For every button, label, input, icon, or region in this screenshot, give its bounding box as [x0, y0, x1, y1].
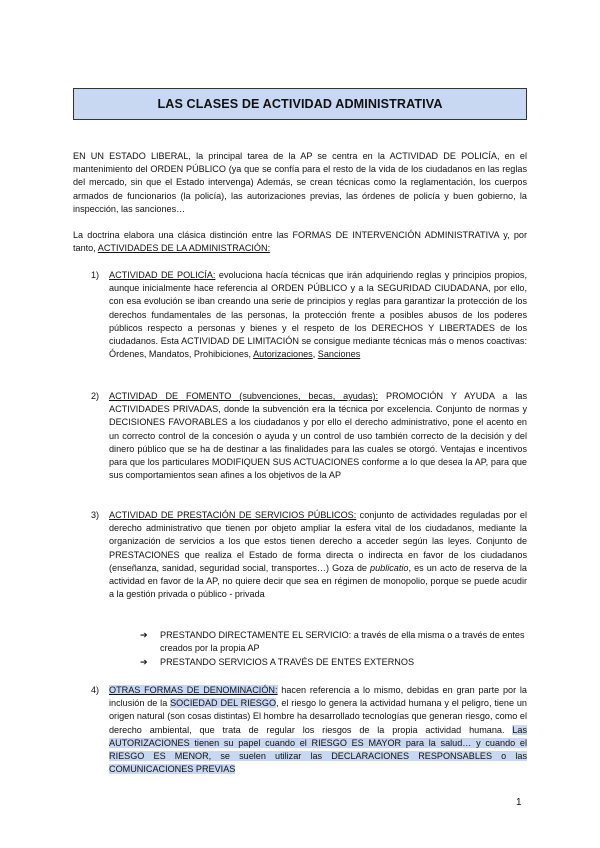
item-heading: ACTIVIDAD DE POLICÍA: — [109, 270, 216, 280]
list-item-policia — [91, 269, 527, 361]
arrow-item-directo — [140, 629, 527, 655]
item-text-continued: , es un acto de reserva de la actividad en favor de la AP, no quiere decir que sea en régimen de monopolio, porque se puede acudir a la gestión privada o público - privada — [109, 562, 527, 600]
item-text: PROMOCIÓN Y AYUDA a las ACTIVIDADES PRIVADAS, donde la subvención era la técnica por excelencia. Conjunto de normas y DECISIONES FAVORABLES a los ciudadanos y por ello el derecho administrativo, pone el acento en un correcto control de la concesión o ayuda y un control de uso también correcto de la decisión y del dinero público que se ha de destinar a las finalidades para las cuales se otorgó. Ventajas e incentivos para que los particulares MODIFIQUEN SUS ACTUACIONES conforme a lo que desea la AP, para que sus comportamientos sean afines a los objetivos de la AP — [109, 391, 527, 481]
arrow-icon: ➔ — [140, 630, 148, 640]
arrow-item-text: PRESTANDO DIRECTAMENTE EL SERVICIO: a través de ella misma o a través de entes creados por la propia AP — [160, 630, 525, 654]
item-number: 1) — [91, 270, 100, 280]
page-title-text: LAS CLASES DE ACTIVIDAD ADMINISTRATIVA — [157, 97, 443, 111]
arrow-item-text: PRESTANDO SERVICIOS A TRAVÉS DE ENTES EXTERNOS — [160, 657, 415, 667]
doctrina-underlined: ACTIVIDADES DE LA ADMINISTRACIÓN: — [97, 243, 271, 254]
item-separator: , — [312, 349, 318, 360]
item-text: hacen referencia a lo mismo, debidas en gran parte por la inclusión de la — [109, 685, 527, 709]
arrow-icon: ➔ — [140, 657, 148, 667]
doctrina-paragraph — [73, 229, 527, 255]
item-heading: ACTIVIDAD DE PRESTACIÓN DE SERVICIOS PÚBLICOS: — [109, 510, 357, 520]
list-item-otras-formas — [91, 684, 527, 776]
item-underlined-sanciones: Sanciones — [317, 349, 361, 360]
item-heading: ACTIVIDAD DE FOMENTO (subvenciones, becas, ayudas): — [109, 391, 379, 401]
intro-paragraph: EN UN ESTADO LIBERAL, la principal tarea de la AP se centra en la ACTIVIDAD DE POLICÍA, en el mantenimiento del ORDEN PÚBLICO (ya que se confía para el resto de la vida de los ciudadanos en las reglas del mercado, sin que el Estado intervenga) Además, se crean técnicas como la reglamentación, los cuerpos armados de funcionarios (la policía), las autorizaciones previas, las órdenes de policía y buen gobierno, la inspección, las sanciones… — [73, 151, 527, 214]
item-highlight-autorizaciones: Las AUTORIZACIONES tienen su papel cuando el RIESGO ES MAYOR para la salud… y cuando el RIESGO ES MENOR, se suelen utilizar las DECLARACIONES RESPONSABLES o las COMUNICACIONES PREVIAS — [109, 724, 527, 775]
doctrina-text: La doctrina elabora una clásica distinción entre las FORMAS DE INTERVENCIÓN ADMINISTRATIVA y, por tanto, — [73, 230, 527, 254]
page-number: 1 — [516, 797, 522, 808]
item-heading: OTRAS FORMAS DE DENOMINACIÓN: — [109, 685, 278, 695]
list-item-fomento — [91, 390, 527, 482]
item-text: conjunto de actividades reguladas por el derecho administrativo que tienen por objeto ampliar la esfera vital de los ciudadanos, mediante la organización de servicios a los que estos tienen derecho a acceder según las leyes. Conjunto de PRESTACIONES que realiza el Estado de forma directa o indirecta en favor de los ciudadanos (enseñanza, sanidad, seguridad social, transportes…) Goza de — [109, 510, 527, 573]
list-item-servicios — [91, 509, 527, 601]
item-italic: publicatio — [370, 562, 409, 573]
item-number: 2) — [91, 391, 100, 401]
item-text-continued: , el riesgo lo genera la actividad humana y el peligro, tiene un origen natural (son cosas distintas) El hombre ha desarrollado tecnologías que generan riesgo, como el derecho ambiental, que trata de regular los riesgos de la propia actividad humana. — [109, 698, 527, 735]
item-underlined-autorizaciones: Autorizaciones — [253, 349, 313, 360]
item-highlight-sociedad: SOCIEDAD DEL RIESGO — [170, 698, 277, 709]
arrow-item-externos — [140, 656, 527, 669]
item-number: 4) — [91, 685, 100, 695]
page-title — [73, 88, 527, 120]
item-text: evoluciona hacía técnicas que irán adquiriendo reglas y principios propios, aunque inicialmente hace referencia al ORDEN PÚBLICO y a la SEGURIDAD CIUDADANA, por ello, con esa evolución se iban creando una serie de principios y reglas para garantizar la protección de los derechos fundamentales de las personas, la protección frente a posibles abusos de los poderes públicos respecto a personas y bienes y el respeto de los DERECHOS Y LIBERTADES de los ciudadanos. Esta ACTIVIDAD DE LIMITACIÓN se consigue mediante técnicas más o menos coactivas: Órdenes, Mandatos, Prohibiciones, — [109, 270, 527, 360]
item-number: 3) — [91, 510, 100, 520]
